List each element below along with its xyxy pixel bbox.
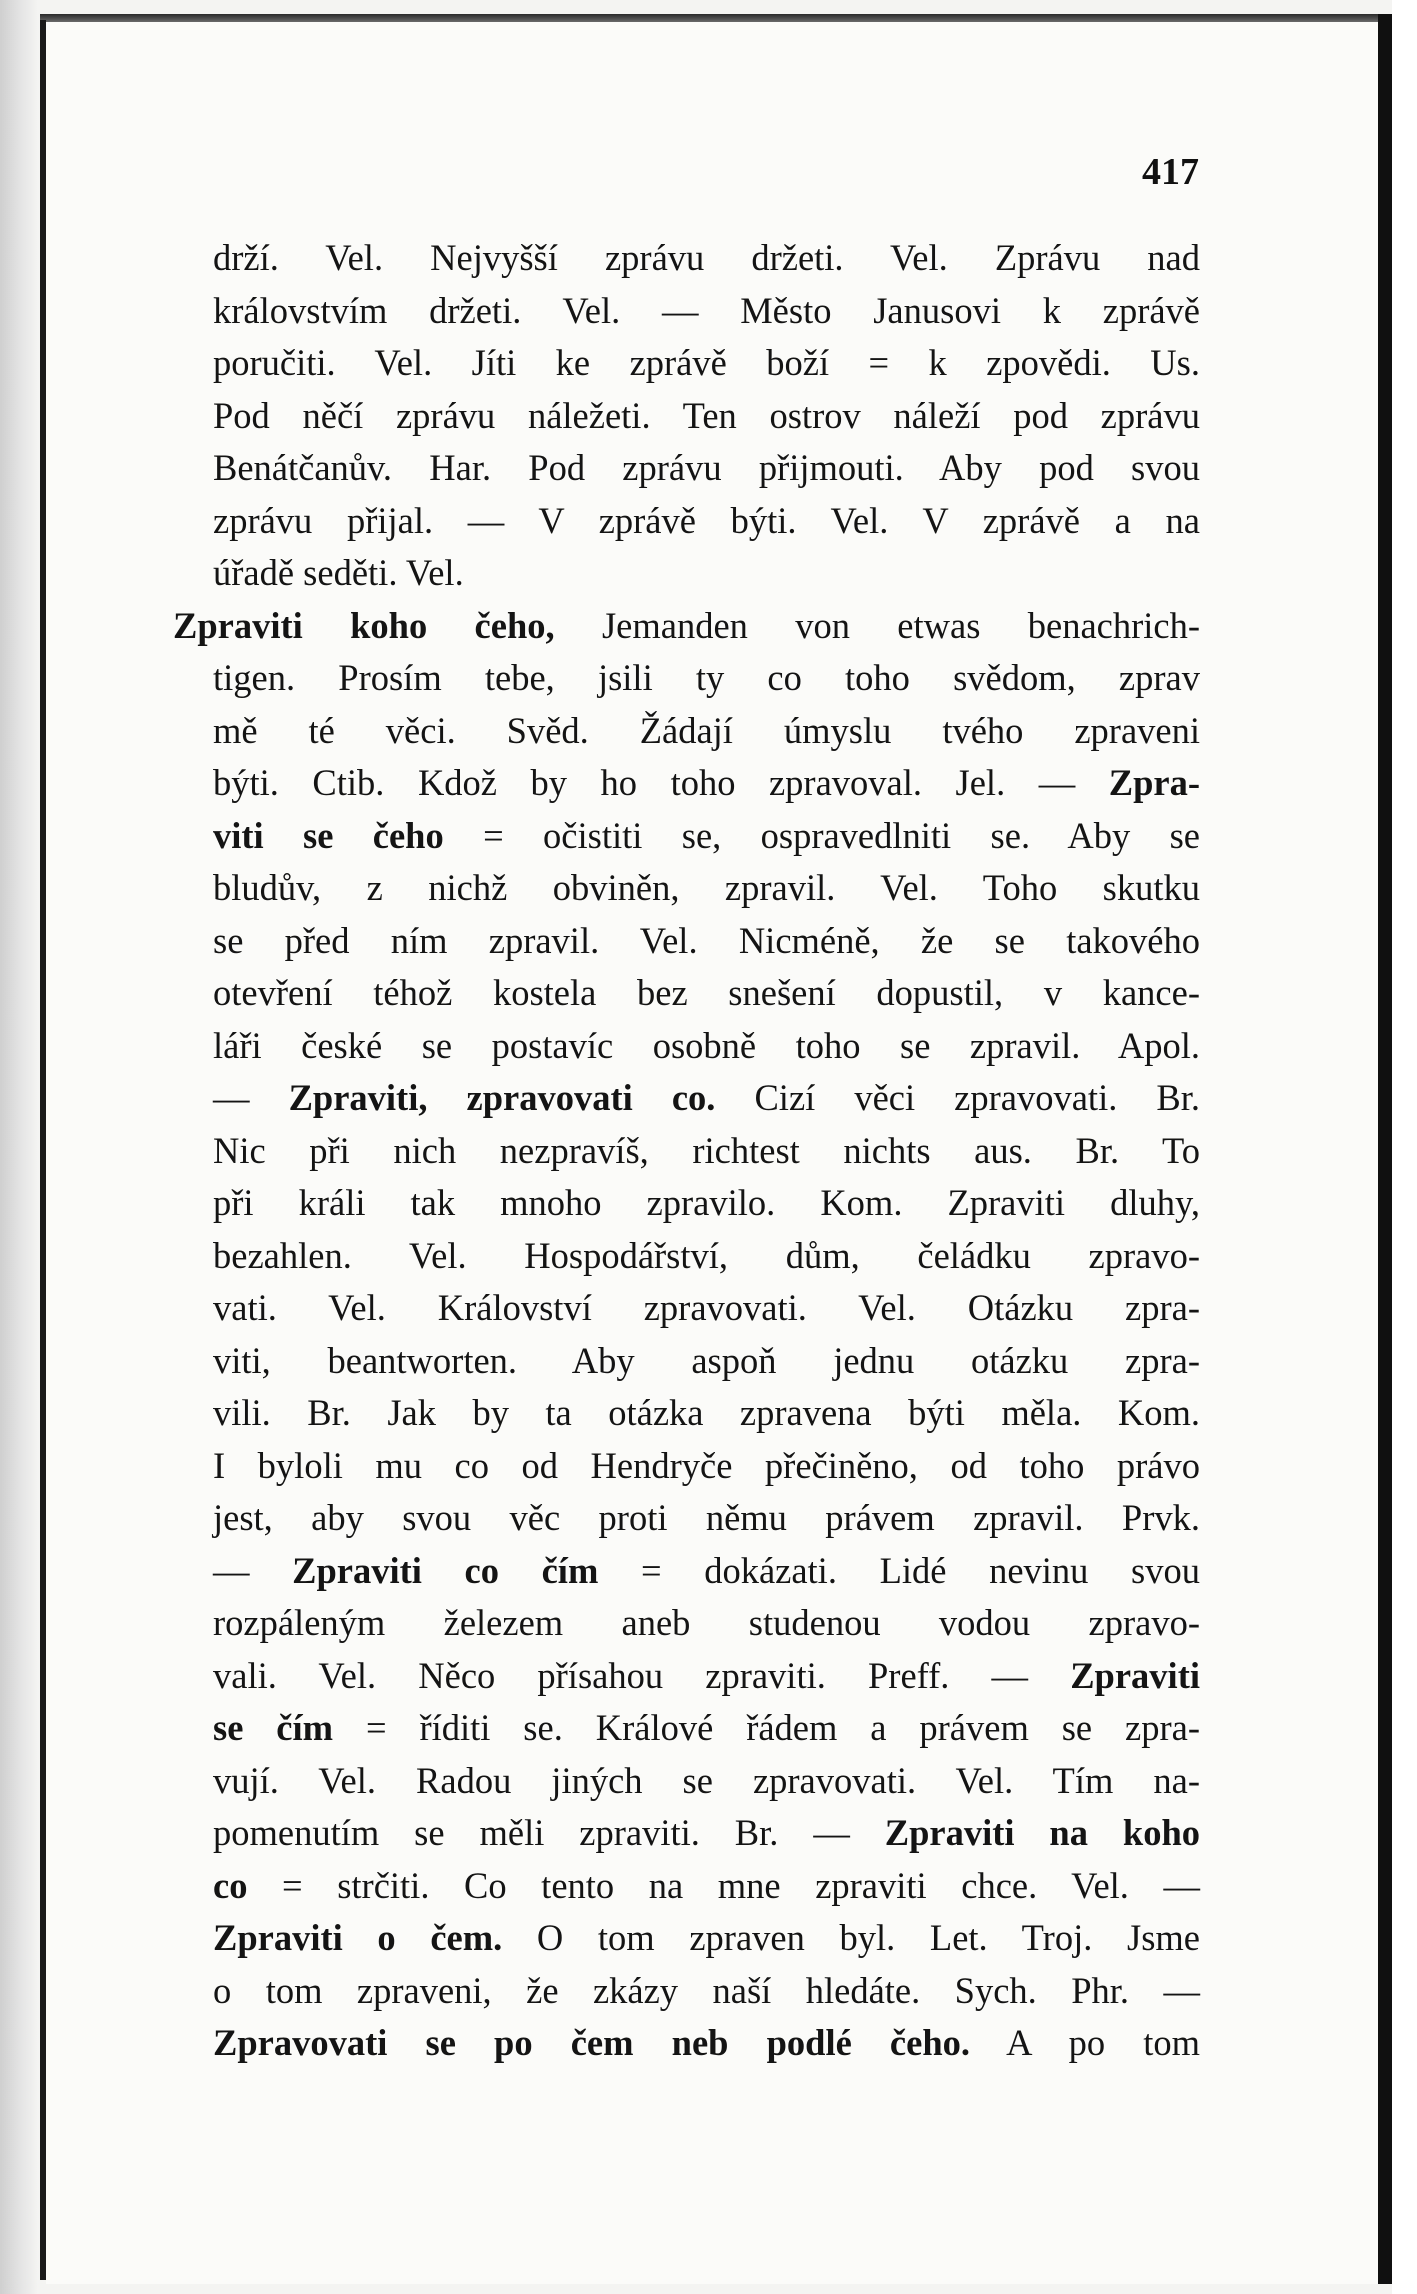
- text-run: úřadě seděti. Vel.: [213, 552, 464, 593]
- text-line: [213, 1282, 1200, 1335]
- text-run: vati. Vel. Království zpravovati. Vel. Otázku zpra-: [213, 1287, 1200, 1328]
- text-line: [213, 1020, 1200, 1073]
- headword: viti se čeho: [213, 814, 444, 856]
- text-run: bezahlen. Vel. Hospodářství, dům, čeládku zpravo-: [213, 1234, 1200, 1276]
- text-run: královstvím držeti. Vel. — Město Janusovi k zprávě: [213, 289, 1200, 331]
- text-line: [213, 547, 1200, 600]
- text-line: [213, 862, 1200, 915]
- text-line: [213, 1177, 1200, 1230]
- text-run: láři české se postavíc osobně toho se zpravil. Apol.: [213, 1024, 1200, 1066]
- text-run: bludův, z nichž obviněn, zpravil. Vel. Toho skutku: [213, 867, 1200, 908]
- text-run: poručiti. Vel. Jíti ke zprávě boží = k zpovědi. Us.: [213, 342, 1200, 383]
- text-line: [213, 1807, 1200, 1860]
- text-run: viti, beantworten. Aby aspoň jednu otázku zpra-: [213, 1339, 1200, 1381]
- text-run: tigen. Prosím tebe, jsili ty co toho svědom, zprav: [213, 657, 1200, 698]
- text-line: [213, 1912, 1200, 1965]
- text-line: [213, 1650, 1200, 1703]
- text-line: [213, 1755, 1200, 1808]
- text-line: [213, 1545, 1200, 1598]
- text-run: —: [213, 1549, 293, 1591]
- text-line: [213, 1072, 1200, 1125]
- headword: co: [213, 1864, 248, 1906]
- text-run: Nic při nich nezpravíš, richtest nichts aus. Br. To: [213, 1129, 1200, 1171]
- page-left-edge: [40, 20, 46, 2280]
- text-line: [213, 705, 1200, 758]
- text-line: [213, 652, 1200, 705]
- book-spine-shadow: [0, 0, 38, 2294]
- text-line: [213, 1702, 1200, 1755]
- text-line: [213, 337, 1200, 390]
- headword: Zpra-: [1108, 762, 1200, 803]
- page-number: 417: [1142, 151, 1199, 193]
- text-line: [213, 495, 1200, 548]
- text-line: [213, 1440, 1200, 1493]
- headword: Zpraviti na koho: [884, 1812, 1200, 1853]
- text-run: pomenutím se měli zpraviti. Br. —: [213, 1812, 885, 1853]
- headword: Zpraviti co čím: [292, 1549, 599, 1591]
- text-run: rozpáleným železem aneb studenou vodou zpravo-: [213, 1602, 1200, 1643]
- text-line: [213, 285, 1200, 338]
- text-run: otevření téhož kostela bez snešení dopustil, v kance-: [213, 972, 1200, 1013]
- text-run: drží. Vel. Nejvyšší zprávu držeti. Vel. Zprávu nad: [213, 237, 1200, 278]
- headword: Zpraviti koho čeho,: [173, 604, 555, 646]
- text-run: mě té věci. Svěd. Žádají úmyslu tvého zpraveni: [213, 709, 1200, 751]
- text-run: Cizí věci zpravovati. Br.: [715, 1077, 1201, 1118]
- text-line: [213, 2017, 1200, 2070]
- text-run: Benátčanův. Har. Pod zprávu přijmouti. Aby pod svou: [213, 447, 1200, 488]
- text-run: býti. Ctib. Kdož by ho toho zpravoval. Jel. —: [213, 762, 1109, 803]
- text-run: A po tom: [970, 2022, 1200, 2063]
- text-line: [213, 1230, 1200, 1283]
- text-run: = očistiti se, ospravedlniti se. Aby se: [443, 814, 1201, 856]
- text-run: O tom zpraven byl. Let. Troj. Jsme: [502, 1917, 1200, 1958]
- text-run: vují. Vel. Radou jiných se zpravovati. Vel. Tím na-: [213, 1759, 1200, 1801]
- text-run: I byloli mu co od Hendryče přečiněno, od toho právo: [213, 1444, 1200, 1486]
- text-run: = říditi se. Králové řádem a právem se zpra-: [333, 1707, 1200, 1748]
- text-run: zprávu přijal. — V zprávě býti. Vel. V zprávě a na: [213, 499, 1200, 541]
- text-run: —: [213, 1077, 289, 1118]
- text-line: [213, 390, 1200, 443]
- text-run: = strčiti. Co tento na mne zpraviti chce. Vel. —: [247, 1864, 1200, 1906]
- text-line: [213, 1387, 1200, 1440]
- text-line: [213, 1965, 1200, 2018]
- text-line: [213, 1335, 1200, 1388]
- text-run: = dokázati. Lidé nevinu svou: [598, 1549, 1200, 1591]
- text-line: [213, 1860, 1200, 1913]
- headword: Zpraviti o čem.: [213, 1917, 503, 1958]
- text-run: jest, aby svou věc proti němu právem zpravil. Prvk.: [213, 1497, 1200, 1538]
- headword: se čím: [213, 1707, 334, 1748]
- text-line: [213, 1492, 1200, 1545]
- headword: Zpravovati se po čem neb podlé čeho.: [213, 2022, 970, 2063]
- text-run: při králi tak mnoho zpravilo. Kom. Zpraviti dluhy,: [213, 1182, 1200, 1223]
- text-line: [213, 442, 1200, 495]
- text-line: [213, 810, 1200, 863]
- text-run: o tom zpraveni, že zkázy naší hledáte. Sych. Phr. —: [213, 1969, 1200, 2011]
- text-line: [213, 915, 1200, 968]
- text-run: Pod něčí zprávu náležeti. Ten ostrov náleží pod zprávu: [213, 394, 1200, 436]
- text-line: [213, 967, 1200, 1020]
- page-right-edge: [1378, 14, 1392, 2284]
- text-line: [173, 600, 1200, 653]
- dictionary-text: [173, 232, 1201, 2070]
- text-run: se před ním zpravil. Vel. Nicméně, že se takového: [213, 919, 1200, 961]
- headword: Zpraviti: [1070, 1654, 1200, 1696]
- scan-right-margin: [1392, 0, 1417, 2294]
- text-line: [213, 1597, 1200, 1650]
- text-line: [213, 232, 1200, 285]
- text-line: [213, 757, 1200, 810]
- text-run: vili. Br. Jak by ta otázka zpravena býti měla. Kom.: [213, 1392, 1200, 1433]
- headword: Zpraviti, zpravovati co.: [288, 1077, 716, 1118]
- text-run: vali. Vel. Něco přísahou zpraviti. Preff. —: [213, 1654, 1071, 1696]
- text-run: Jemanden von etwas benachrich-: [554, 604, 1200, 646]
- page-top-edge: [40, 14, 1380, 22]
- text-line: [213, 1125, 1200, 1178]
